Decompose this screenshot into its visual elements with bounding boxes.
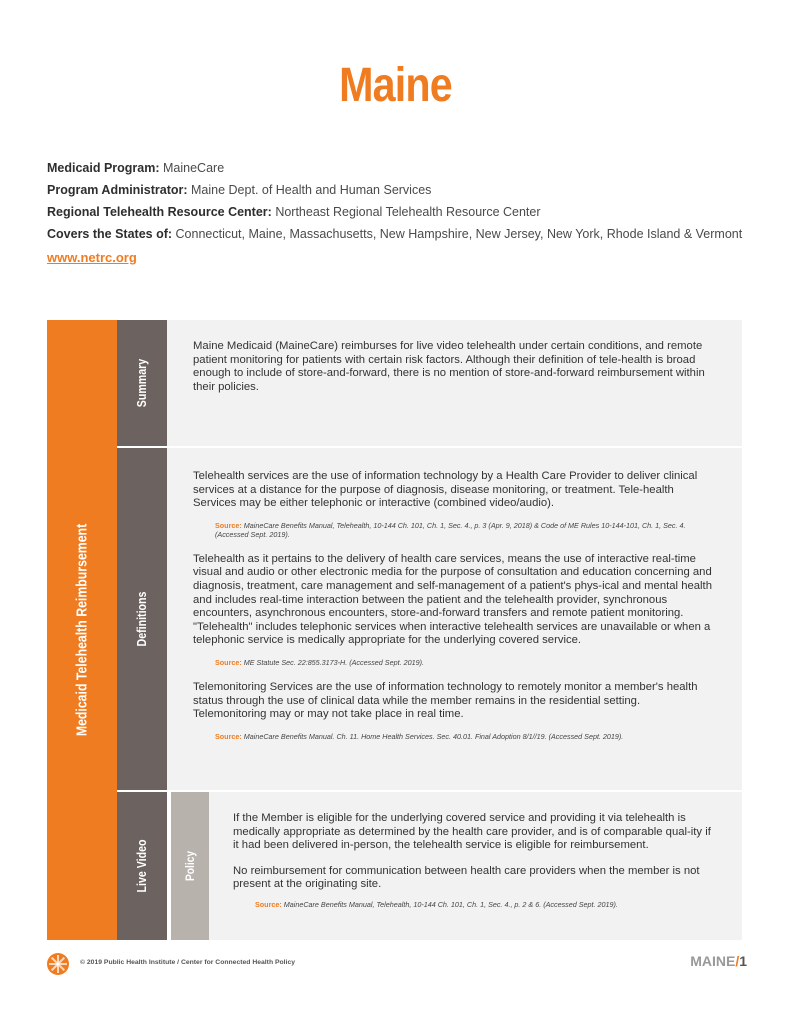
source-text: MaineCare Benefits Manual, Telehealth, 10-144 Ch. 101, Ch. 1, Sec. 4., p. 3 (Apr. 9, 2018) & Code of ME Rules 10-144-101, Ch. 1, Sec. 4. (Accessed Sept. 2019). bbox=[215, 520, 686, 539]
definitions-label: Definitions bbox=[135, 591, 149, 647]
medicaid-program-row bbox=[47, 160, 747, 176]
page-separator: / bbox=[735, 953, 740, 969]
source-label: Source: bbox=[255, 899, 282, 909]
medicaid-program-value: MaineCare bbox=[163, 161, 225, 175]
program-info bbox=[47, 160, 747, 272]
live-video-label: Live Video bbox=[135, 839, 149, 893]
definition-telehealth-statute: Telehealth as it pertains to the delivery of health care services, means the use of interactive real-time visual and audio or other electronic media for the purpose of consultation and education concerning and diagnosis, treatment, care management and self-management of a patient's phys-ical and mental health and includes real-time interaction between the patient and the telehealth provider, synchronous encounters, asynchronous encounters, store-and-forward transfers and remote patient monitoring. "Telehealth" includes telephonic services when interactive telehealth services are unavailable or when a telephonic service is medically appropriate for the underlying covered service. bbox=[193, 552, 712, 647]
main-category-label: Medicaid Telehealth Reimbursement bbox=[73, 523, 91, 737]
source-citation-1 bbox=[215, 521, 714, 539]
reimbursement-table bbox=[47, 320, 742, 940]
live-video-policy-section bbox=[209, 792, 742, 940]
states-row bbox=[47, 226, 747, 242]
page-number bbox=[690, 953, 747, 969]
main-category-column bbox=[47, 320, 117, 940]
page-footer bbox=[47, 953, 747, 977]
source-label: Source: bbox=[215, 520, 242, 530]
source-text: MaineCare Benefits Manual. Ch. 11. Home Health Services. Sec. 40.01. Final Adoption 8/1//19. (Accessed Sept. 2019). bbox=[243, 731, 624, 741]
states-value: Connecticut, Maine, Massachusetts, New Hampshire, New Jersey, New York, Rhode Island & Vermont bbox=[175, 227, 743, 241]
states-label: Covers the States of: bbox=[47, 227, 173, 241]
program-admin-label: Program Administrator: bbox=[47, 183, 188, 197]
cchp-logo-icon bbox=[47, 953, 69, 975]
definition-telehealth-services: Telehealth services are the use of information technology by a Health Care Provider to deliver clinical services at a distance for the purpose of diagnosis, disease monitoring, or treatment. Tele-health Services may be either telephonic or interactive (combined video/audio). bbox=[193, 470, 698, 510]
source-citation-3 bbox=[215, 732, 714, 741]
live-video-section-label bbox=[117, 792, 167, 940]
program-admin-value: Maine Dept. of Health and Human Services bbox=[191, 183, 432, 197]
rtrc-row bbox=[47, 204, 747, 220]
copyright-text: © 2019 Public Health Institute / Center for Connected Health Policy bbox=[80, 959, 296, 966]
program-admin-row bbox=[47, 182, 747, 198]
source-label: Source: bbox=[215, 657, 242, 667]
rtrc-label: Regional Telehealth Resource Center: bbox=[47, 205, 272, 219]
source-text: MaineCare Benefits Manual, Telehealth, 10-144 Ch. 101, Ch. 1, Sec. 4., p. 2 & 6. (Accessed Sept. 2019). bbox=[283, 899, 618, 909]
summary-section bbox=[167, 320, 742, 448]
policy-subsection-label bbox=[171, 792, 209, 940]
rtrc-value: Northeast Regional Telehealth Resource Center bbox=[275, 205, 541, 219]
policy-label: Policy bbox=[183, 850, 197, 882]
source-label: Source: bbox=[215, 731, 242, 741]
page-num: 1 bbox=[739, 953, 747, 969]
summary-section-label bbox=[117, 320, 167, 448]
source-citation-4 bbox=[255, 900, 718, 909]
page-state: MAINE bbox=[690, 953, 736, 969]
source-text: ME Statute Sec. 22:855.3173-H. (Accessed Sept. 2019). bbox=[243, 657, 424, 667]
definition-telemonitoring: Telemonitoring Services are the use of information technology to remotely monitor a member's health status through the use of clinical data while the member remains in the residential setting. Telemonitoring may or may not take place in real time. bbox=[193, 680, 698, 721]
summary-label: Summary bbox=[135, 358, 149, 408]
definitions-section-label bbox=[117, 448, 167, 792]
netrc-link[interactable]: www.netrc.org bbox=[47, 250, 137, 265]
policy-eligibility-text: If the Member is eligible for the underlying covered service and providing it via telehealth is medically appropriate as determined by the health care provider, and is of comparable qual-ity if it had been delivered in-person, the telehealth service is eligible for reimbursement. bbox=[233, 812, 711, 852]
source-citation-2 bbox=[215, 658, 714, 667]
page-title: Maine bbox=[339, 59, 452, 112]
definitions-section bbox=[167, 448, 742, 792]
medicaid-program-label: Medicaid Program: bbox=[47, 161, 160, 175]
policy-no-reimbursement-text: No reimbursement for communication between health care providers when the member is not present at the originating site. bbox=[233, 864, 700, 891]
summary-text: Maine Medicaid (MaineCare) reimburses for live video telehealth under certain conditions, and remote patient monitoring for patients with certain risk factors. Although their definition of tele-health is broad enough to include of store-and-forward, there is no mention of store-and-forward reimbursement within their policies. bbox=[193, 340, 705, 393]
